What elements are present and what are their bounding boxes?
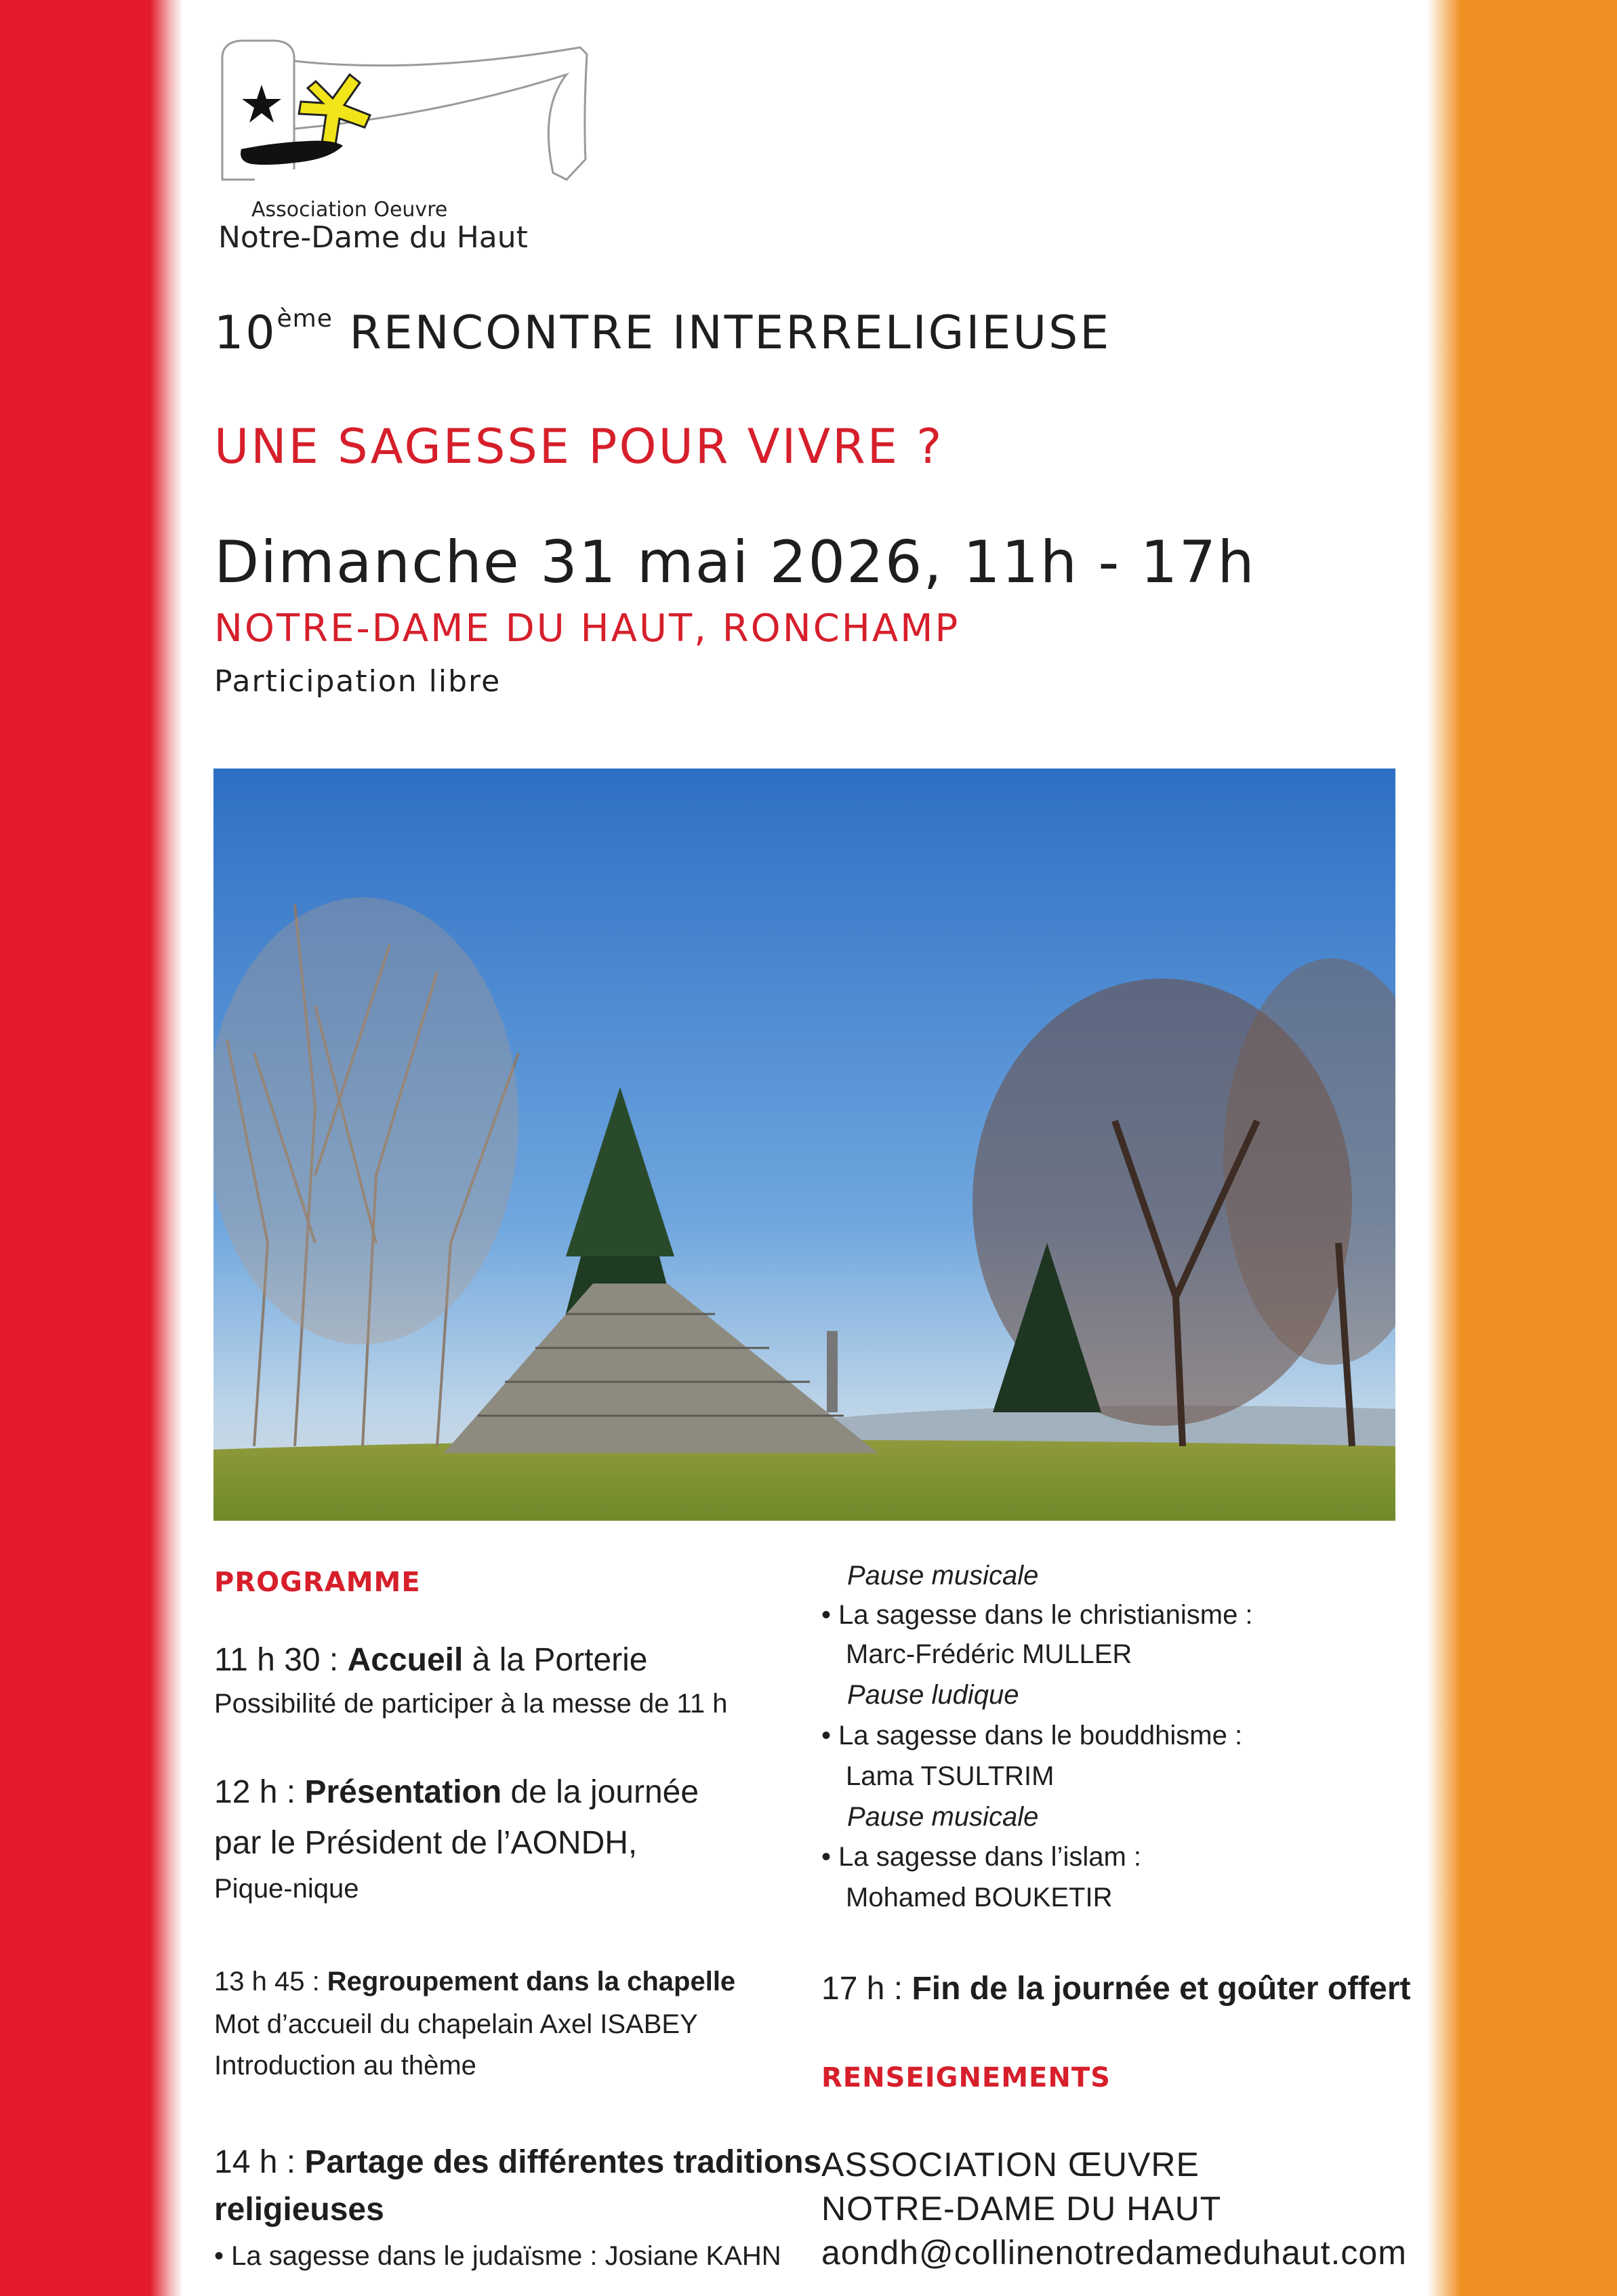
programme-heading: PROGRAMME bbox=[214, 1567, 421, 1598]
title-superscript: ème bbox=[277, 305, 333, 333]
partage-bold-1: Partage des différentes traditions bbox=[304, 2144, 822, 2180]
black-star-icon bbox=[242, 85, 281, 123]
event-place: NOTRE-DAME DU HAUT, RONCHAMP bbox=[214, 607, 960, 651]
christianisme-speaker: Marc-Frédéric MULLER bbox=[846, 1639, 1132, 1669]
presentation-time: 12 h : bbox=[214, 1774, 305, 1810]
judaisme-item: • La sagesse dans le judaïsme : Josiane KAHN bbox=[214, 2241, 781, 2271]
accueil-rest: à la Porterie bbox=[463, 1642, 648, 1678]
landscape-photo bbox=[213, 768, 1395, 1521]
regroup-time: 13 h 45 : bbox=[214, 1967, 327, 1996]
association-logo bbox=[214, 34, 594, 258]
accueil-bold: Accueil bbox=[347, 1642, 464, 1678]
contact-email[interactable]: aondh@collinenotredameduhaut.com bbox=[821, 2234, 1407, 2272]
presentation-bold: Présentation bbox=[304, 1774, 502, 1810]
bouddhisme-speaker: Lama TSULTRIM bbox=[846, 1761, 1055, 1791]
logo-line-1: Association Oeuvre bbox=[251, 198, 448, 222]
programme-accueil bbox=[214, 1641, 647, 1679]
partage-line-2 bbox=[214, 2191, 384, 2228]
pause-ludique: Pause ludique bbox=[847, 1680, 1019, 1710]
yellow-figure-icon bbox=[299, 75, 370, 149]
partage-time: 14 h : bbox=[214, 2144, 305, 2180]
event-subtitle: UNE SAGESSE POUR VIVRE ? bbox=[214, 419, 944, 474]
event-date: Dimanche 31 mai 2026, 11h - 17h bbox=[214, 529, 1256, 596]
picnic-note: Pique-nique bbox=[214, 1874, 359, 1904]
programme-fin bbox=[821, 1970, 1411, 2007]
pause-musicale-1: Pause musicale bbox=[847, 1561, 1039, 1591]
fin-time: 17 h : bbox=[821, 1971, 912, 2007]
fin-bold: Fin de la journée et goûter offert bbox=[912, 1971, 1411, 2007]
regroup-note-1: Mot d’accueil du chapelain Axel ISABEY bbox=[214, 2009, 698, 2039]
accueil-note: Possibilité de participer à la messe de 11 h bbox=[214, 1689, 728, 1719]
regroup-bold: Regroupement dans la chapelle bbox=[327, 1967, 736, 1996]
partage-bold-2: religieuses bbox=[214, 2192, 384, 2228]
islam-item: • La sagesse dans l’islam : bbox=[821, 1842, 1142, 1872]
bouddhisme-item: • La sagesse dans le bouddhisme : bbox=[821, 1721, 1243, 1750]
event-title bbox=[214, 305, 1111, 360]
regroup-note-2: Introduction au thème bbox=[214, 2051, 476, 2080]
pause-musicale-2: Pause musicale bbox=[847, 1802, 1039, 1832]
presentation-rest: de la journée bbox=[502, 1774, 699, 1810]
programme-partage bbox=[214, 2144, 821, 2181]
logo-graphic bbox=[214, 34, 594, 203]
christianisme-item: • La sagesse dans le christianisme : bbox=[821, 1600, 1253, 1630]
left-red-band bbox=[0, 0, 183, 2296]
programme-presentation bbox=[214, 1774, 699, 1811]
contact-line-2: NOTRE-DAME DU HAUT bbox=[821, 2190, 1222, 2228]
title-number: 10 bbox=[214, 306, 277, 360]
right-orange-band bbox=[1427, 0, 1617, 2296]
programme-regroupement bbox=[214, 1967, 735, 1997]
presentation-line-2: par le Président de l’AONDH, bbox=[214, 1825, 638, 1861]
islam-speaker: Mohamed BOUKETIR bbox=[846, 1883, 1113, 1912]
participation-note: Participation libre bbox=[214, 664, 502, 699]
logo-line-2: Notre-Dame du Haut bbox=[218, 220, 528, 255]
contact-line-1: ASSOCIATION ŒUVRE bbox=[821, 2146, 1200, 2184]
renseignements-heading: RENSEIGNEMENTS bbox=[821, 2062, 1111, 2093]
title-text: RENCONTRE INTERRELIGIEUSE bbox=[349, 306, 1111, 360]
accueil-time: 11 h 30 : bbox=[214, 1642, 348, 1678]
